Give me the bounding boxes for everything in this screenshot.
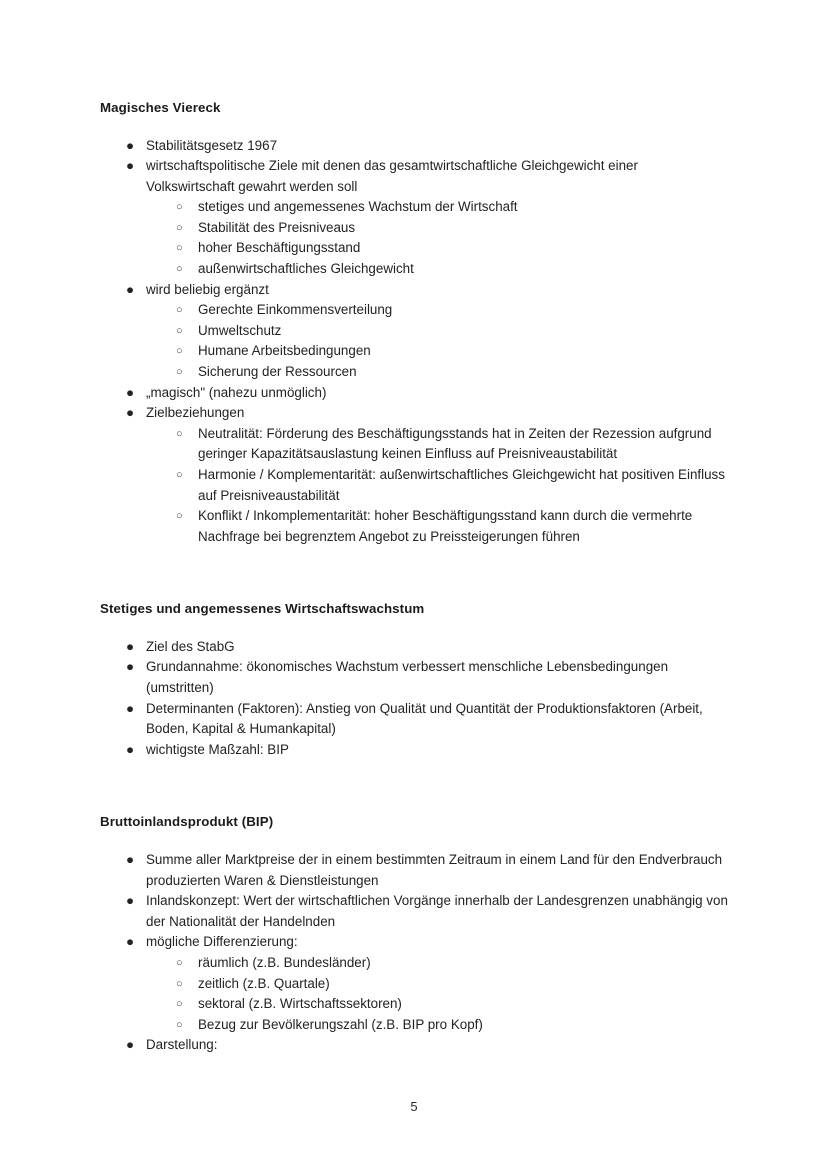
section-heading: Bruttoinlandsprodukt (BIP) <box>100 814 274 830</box>
bullet-disc-icon: ● <box>126 384 135 400</box>
bullet-list-level-2 <box>146 953 728 1035</box>
list-item-text: „magisch" (nahezu unmöglich) <box>146 384 327 400</box>
list-item <box>146 321 728 342</box>
list-item <box>100 657 728 698</box>
list-item <box>146 218 728 239</box>
list-item <box>100 1035 728 1056</box>
bullet-list-level-1 <box>100 637 728 761</box>
bullet-disc-icon: ● <box>126 281 135 297</box>
list-item-text: Konflikt / Inkomplementarität: hoher Beschäftigungsstand kann durch die vermehrte Nachfrage bei begrenztem Angebot zu Preissteigerungen führen <box>198 508 693 544</box>
list-item <box>146 362 728 383</box>
list-item-text: Harmonie / Komplementarität: außenwirtschaftliches Gleichgewicht hat positiven Einfluss auf Preisniveaustabilität <box>198 467 725 503</box>
bullet-disc-icon: ● <box>126 851 135 867</box>
list-item <box>100 699 728 740</box>
bullet-disc-icon: ● <box>126 405 135 421</box>
document-section <box>100 98 728 547</box>
page-number: 5 <box>410 1099 418 1114</box>
bullet-circle-icon: ○ <box>176 263 183 276</box>
list-item-text: Ziel des StabG <box>146 638 235 654</box>
list-item-text: Zielbeziehungen <box>146 405 245 421</box>
bullet-circle-icon: ○ <box>176 1018 183 1031</box>
list-item-text: Sicherung der Ressourcen <box>198 364 357 380</box>
list-item <box>146 506 728 547</box>
bullet-disc-icon: ● <box>126 741 135 757</box>
document-section <box>100 599 728 760</box>
list-item <box>146 341 728 362</box>
list-item-text: Stabilität des Preisniveaus <box>198 219 356 235</box>
list-item-text: außenwirtschaftliches Gleichgewicht <box>198 261 414 277</box>
list-item-text: wird beliebig ergänzt <box>146 281 269 297</box>
list-item <box>146 197 728 218</box>
list-item-text: mögliche Differenzierung: <box>146 934 298 950</box>
list-item <box>100 850 728 891</box>
list-item-text: hoher Beschäftigungsstand <box>198 240 361 256</box>
list-item <box>100 637 728 658</box>
bullet-disc-icon: ● <box>126 893 135 909</box>
list-item <box>146 1015 728 1036</box>
list-item <box>100 280 728 383</box>
bullet-circle-icon: ○ <box>176 242 183 255</box>
bullet-disc-icon: ● <box>126 1037 135 1053</box>
bullet-circle-icon: ○ <box>176 345 183 358</box>
list-item-text: Inlandskonzept: Wert der wirtschaftlichen Vorgänge innerhalb der Landesgrenzen unabhängig von der Nationalität der Handelnden <box>146 893 728 929</box>
bullet-disc-icon: ● <box>126 638 135 654</box>
list-item-text: Grundannahme: ökonomisches Wachstum verbessert menschliche Lebensbedingungen (umstritten) <box>146 659 669 696</box>
list-item-text: räumlich (z.B. Bundesländer) <box>198 954 371 970</box>
bullet-disc-icon: ● <box>126 137 135 153</box>
bullet-disc-icon: ● <box>126 934 135 950</box>
bullet-circle-icon: ○ <box>176 304 183 317</box>
bullet-list-level-2 <box>146 197 728 279</box>
list-item <box>100 136 728 157</box>
list-item-text: stetiges und angemessenes Wachstum der Wirtschaft <box>198 199 518 215</box>
document-body <box>100 98 728 1056</box>
list-item-text: Darstellung: <box>146 1037 218 1053</box>
list-item-text: Umweltschutz <box>198 322 282 338</box>
list-item-text: zeitlich (z.B. Quartale) <box>198 975 330 991</box>
bullet-list-level-2 <box>146 424 728 548</box>
list-item-text: sektoral (z.B. Wirtschaftssektoren) <box>198 996 402 1012</box>
list-item <box>146 259 728 280</box>
section-heading: Magisches Viereck <box>100 100 221 115</box>
list-item-text: Bezug zur Bevölkerungszahl (z.B. BIP pro Kopf) <box>198 1016 483 1032</box>
list-item <box>146 974 728 995</box>
list-item-text: Stabilitätsgesetz 1967 <box>146 137 278 153</box>
document-section <box>100 812 728 1055</box>
list-item-text: wirtschaftspolitische Ziele mit denen das gesamtwirtschaftliche Gleichgewicht einer Volkswirtschaft gewahrt werden soll <box>146 158 638 194</box>
list-item-text: Humane Arbeitsbedingungen <box>198 343 371 359</box>
bullet-circle-icon: ○ <box>176 324 183 337</box>
list-item <box>146 238 728 259</box>
bullet-circle-icon: ○ <box>176 510 183 523</box>
list-item-text: Determinanten (Faktoren): Anstieg von Qualität und Quantität der Produktionsfaktoren (Arbeit, Boden, Kapital & Humankapital) <box>146 700 703 737</box>
bullet-disc-icon: ● <box>126 659 135 675</box>
list-item <box>146 465 728 506</box>
list-item <box>100 740 728 761</box>
list-item-text: wichtigste Maßzahl: BIP <box>146 741 289 757</box>
bullet-circle-icon: ○ <box>176 221 183 234</box>
list-item <box>100 891 728 932</box>
bullet-list-level-2 <box>146 300 728 382</box>
bullet-disc-icon: ● <box>126 158 135 174</box>
list-item <box>100 156 728 280</box>
list-item-text: Summe aller Marktpreise der in einem bestimmten Zeitraum in einem Land für den Endverbrauch produzierten Waren & Dienstleistungen <box>146 851 723 888</box>
list-item <box>100 932 728 1035</box>
bullet-circle-icon: ○ <box>176 956 183 969</box>
list-item <box>146 424 728 465</box>
list-item <box>100 383 728 404</box>
section-heading: Stetiges und angemessenes Wirtschaftswachstum <box>100 601 425 617</box>
bullet-circle-icon: ○ <box>176 469 183 481</box>
list-item <box>146 300 728 321</box>
bullet-circle-icon: ○ <box>176 977 183 990</box>
bullet-circle-icon: ○ <box>176 998 183 1011</box>
bullet-list-level-1 <box>100 136 728 548</box>
bullet-list-level-1 <box>100 850 728 1056</box>
bullet-circle-icon: ○ <box>176 201 183 214</box>
list-item-text: Gerechte Einkommensverteilung <box>198 302 393 318</box>
bullet-disc-icon: ● <box>126 700 135 716</box>
bullet-circle-icon: ○ <box>176 427 183 440</box>
list-item <box>146 953 728 974</box>
list-item <box>100 403 728 547</box>
list-item <box>146 994 728 1015</box>
bullet-circle-icon: ○ <box>176 366 183 379</box>
list-item-text: Neutralität: Förderung des Beschäftigungsstands hat in Zeiten der Rezession aufgrund geringer Kapazitätsauslastung keinen Einfluss auf Preisniveaustabilität <box>198 425 712 462</box>
